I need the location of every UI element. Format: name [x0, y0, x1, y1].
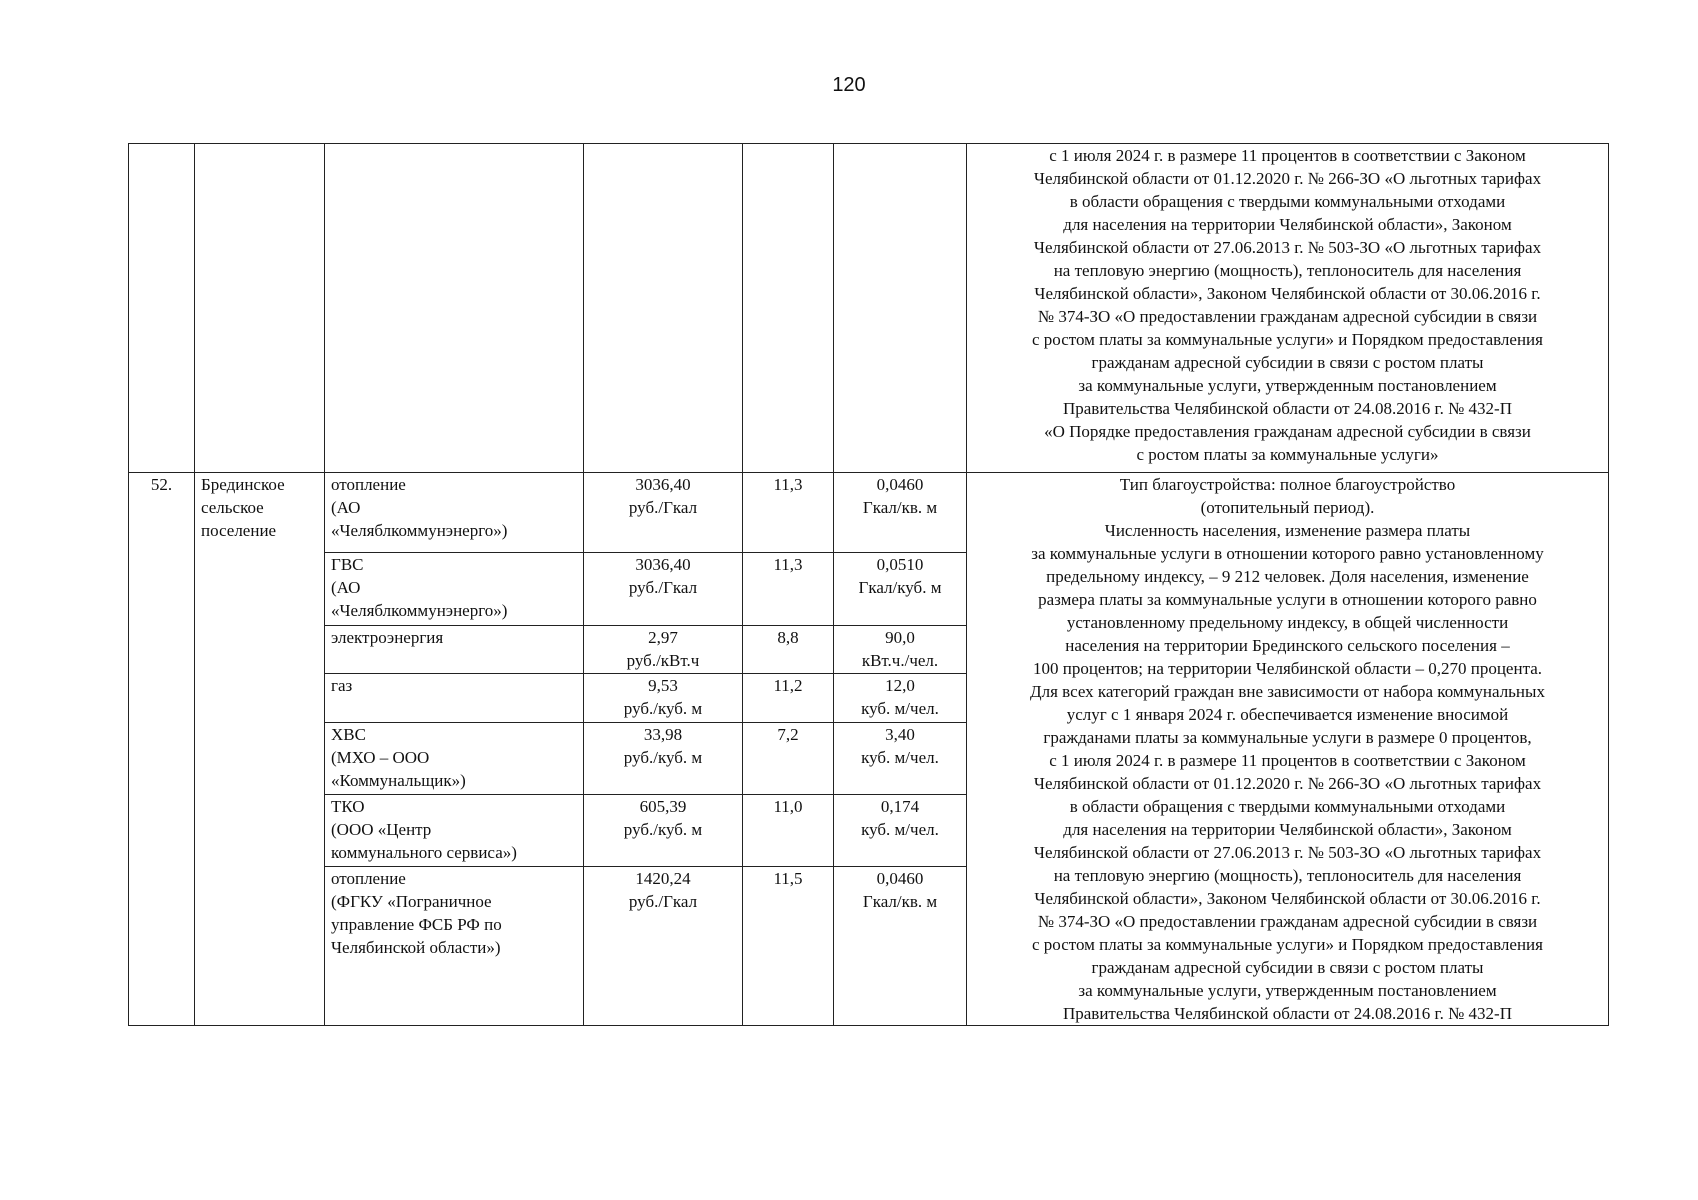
norm-value [834, 553, 967, 625]
table-body [129, 144, 1609, 1026]
service-name-line: газ [331, 676, 353, 696]
norm-line: кВт.ч./чел. [861, 650, 939, 670]
description-line: с 1 июля 2024 г. в размере 11 процентов в соответствии с Законом [1049, 146, 1526, 165]
description-line: Для всех категорий граждан вне зависимости от набора коммунальных [1030, 682, 1545, 701]
tariff-line: 9,53 [648, 676, 678, 696]
tariff-line: руб./Гкал [628, 498, 698, 517]
norm-line: 0,174 [880, 796, 920, 816]
service-name-line: управление ФСБ РФ по [331, 915, 502, 935]
service-name-line: «Челяблкоммунэнерго») [331, 521, 508, 540]
index-value: 11,0 [743, 794, 834, 866]
description-line: с ростом платы за коммунальные услуги» [1136, 445, 1439, 464]
index-value: 7,2 [743, 722, 834, 794]
description-line: 100 процентов; на территории Челябинской области – 0,270 процента. [1032, 659, 1543, 678]
description-line: услуг с 1 января 2024 г. обеспечивается изменение вносимой [1066, 705, 1509, 724]
service-row [129, 473, 1609, 553]
tariff-line: руб./куб. м [623, 747, 703, 767]
description-line: Численность населения, изменение размера платы [1104, 521, 1471, 540]
description-line: на тепловую энергию (мощность), теплоноситель для населения [1053, 261, 1522, 280]
norm-value [834, 473, 967, 553]
description-line: для населения на территории Челябинской области», Законом [1063, 215, 1512, 234]
description-line: Правительства Челябинской области от 24.08.2016 г. № 432-П [1062, 1004, 1512, 1023]
index-value: 11,2 [743, 674, 834, 722]
description-line: в области обращения с твердыми коммунальными отходами [1069, 192, 1506, 211]
norm-line: 0,0510 [876, 555, 924, 575]
service-name-line: Челябинской области») [331, 938, 501, 958]
description-line: (отопительный период). [1200, 498, 1375, 517]
norm-value [834, 867, 967, 1026]
description-line: гражданам адресной субсидии в связи с ростом платы [1091, 353, 1484, 372]
tariff-line: руб./куб. м [623, 699, 703, 719]
entry-number: 52. [129, 473, 195, 1026]
continuation-tariff-cell [584, 144, 743, 473]
description-line: Челябинской области», Законом Челябинской области от 30.06.2016 г. [1034, 889, 1541, 908]
norm-value [834, 722, 967, 794]
service-name [325, 674, 584, 722]
service-name [325, 473, 584, 553]
description-line: на тепловую энергию (мощность), теплоноситель для населения [1053, 866, 1522, 885]
service-name [325, 625, 584, 673]
description-line: № 374-ЗО «О предоставлении гражданам адресной субсидии в связи [1037, 912, 1538, 931]
settlement-line: сельское [201, 498, 264, 517]
description-line: Челябинской области от 27.06.2013 г. № 503-ЗО «О льготных тарифах [1033, 843, 1542, 862]
norm-line: 90,0 [885, 627, 915, 647]
service-name-line: «Челяблкоммунэнерго») [331, 601, 508, 621]
description-line: гражданам адресной субсидии в связи с ростом платы [1091, 958, 1484, 977]
tariff-line: 33,98 [643, 724, 683, 744]
service-name-line: (ООО «Центр [331, 819, 432, 839]
page-number: 120 [832, 74, 866, 96]
index-value: 11,3 [743, 553, 834, 625]
norm-line: куб. м/чел. [861, 819, 939, 839]
norm-line: 3,40 [885, 724, 915, 744]
continuation-settlement-cell [195, 144, 325, 473]
description-line: в области обращения с твердыми коммунальными отходами [1069, 797, 1506, 816]
continuation-index-cell [743, 144, 834, 473]
description-line: для населения на территории Челябинской области», Законом [1063, 820, 1512, 839]
description-line: Тип благоустройства: полное благоустройство [1119, 475, 1456, 494]
settlement-line: Брединское [201, 475, 285, 494]
tariff-value [584, 473, 743, 553]
norm-line: 0,0460 [876, 869, 924, 889]
norm-line: 12,0 [885, 676, 915, 696]
service-name [325, 722, 584, 794]
continuation-number-cell [129, 144, 195, 473]
settlement-line: поселение [201, 521, 277, 540]
service-name [325, 867, 584, 1026]
service-name-line: (АО [331, 578, 361, 598]
index-value: 11,5 [743, 867, 834, 1026]
continuation-row [129, 144, 1609, 473]
tariff-value [584, 625, 743, 673]
norm-line: куб. м/чел. [861, 699, 939, 719]
norm-line: Гкал/кв. м [862, 498, 938, 517]
service-name-line: (МХО – ООО [331, 747, 430, 767]
service-name [325, 553, 584, 625]
description-line: с ростом платы за коммунальные услуги» и Порядком предоставления [1032, 330, 1543, 349]
norm-line: куб. м/чел. [861, 747, 939, 767]
norm-value [834, 674, 967, 722]
norm-line: 0,0460 [876, 475, 924, 494]
description-line: с ростом платы за коммунальные услуги» и Порядком предоставления [1032, 935, 1543, 954]
service-name-line: (ФГКУ «Пограничное [331, 892, 492, 912]
service-name-line: ТКО [331, 796, 365, 816]
description-line: населения на территории Брединского сельского поселения – [1065, 636, 1510, 655]
norm-value [834, 625, 967, 673]
service-name-line: ГВС [331, 555, 364, 575]
settlement-name [195, 473, 325, 1026]
description-line: Челябинской области от 01.12.2020 г. № 266-ЗО «О льготных тарифах [1033, 774, 1542, 793]
index-value: 11,3 [743, 473, 834, 553]
continuation-norm-cell [834, 144, 967, 473]
service-name-line: отопление [331, 869, 406, 889]
description-line: размера платы за коммунальные услуги в отношении которого равно [1038, 590, 1537, 609]
entry-description [967, 473, 1609, 1026]
norm-line: Гкал/кв. м [862, 892, 938, 912]
tariff-line: руб./Гкал [628, 892, 698, 912]
service-name-line: «Коммунальщик») [331, 770, 466, 790]
tariff-value [584, 553, 743, 625]
service-name-line: отопление [331, 475, 406, 494]
tariff-line: 2,97 [648, 627, 678, 647]
tariff-value [584, 722, 743, 794]
description-line: Челябинской области от 27.06.2013 г. № 503-ЗО «О льготных тарифах [1033, 238, 1542, 257]
norm-value [834, 794, 967, 866]
tariff-line: руб./кВт.ч [626, 650, 700, 670]
description-line: за коммунальные услуги в отношении которого равно установленному [1031, 544, 1544, 563]
tariff-table [128, 143, 1609, 1026]
tariff-line: 3036,40 [635, 555, 691, 575]
index-value: 8,8 [743, 625, 834, 673]
description-line: Челябинской области», Законом Челябинской области от 30.06.2016 г. [1034, 284, 1541, 303]
description-line: с 1 июля 2024 г. в размере 11 процентов в соответствии с Законом [1049, 751, 1526, 770]
continuation-service-cell [325, 144, 584, 473]
description-line: за коммунальные услуги, утвержденным постановлением [1078, 981, 1497, 1000]
tariff-line: 605,39 [639, 796, 687, 816]
service-name-line: электроэнергия [331, 627, 444, 647]
norm-line: Гкал/куб. м [858, 578, 942, 598]
description-line: установленному предельному индексу, в общей численности [1066, 613, 1509, 632]
description-line: гражданами платы за коммунальные услуги в размере 0 процентов, [1043, 728, 1532, 747]
description-line: Челябинской области от 01.12.2020 г. № 266-ЗО «О льготных тарифах [1033, 169, 1542, 188]
description-line: предельному индексу, – 9 212 человек. Доля населения, изменение [1046, 567, 1529, 586]
description-line: «О Порядке предоставления гражданам адресной субсидии в связи [1044, 422, 1531, 441]
tariff-line: 1420,24 [635, 869, 691, 889]
service-name-line: ХВС [331, 724, 366, 744]
description-line: № 374-ЗО «О предоставлении гражданам адресной субсидии в связи [1037, 307, 1538, 326]
service-name [325, 794, 584, 866]
tariff-line: руб./Гкал [628, 578, 698, 598]
tariff-value [584, 674, 743, 722]
tariff-line: руб./куб. м [623, 819, 703, 839]
description-line: Правительства Челябинской области от 24.08.2016 г. № 432-П [1062, 399, 1512, 418]
tariff-value [584, 867, 743, 1026]
tariff-line: 3036,40 [635, 475, 691, 494]
tariff-value [584, 794, 743, 866]
service-name-line: (АО [331, 498, 361, 517]
continuation-description [967, 144, 1609, 473]
service-name-line: коммунального сервиса») [331, 842, 517, 862]
description-line: за коммунальные услуги, утвержденным постановлением [1078, 376, 1497, 395]
